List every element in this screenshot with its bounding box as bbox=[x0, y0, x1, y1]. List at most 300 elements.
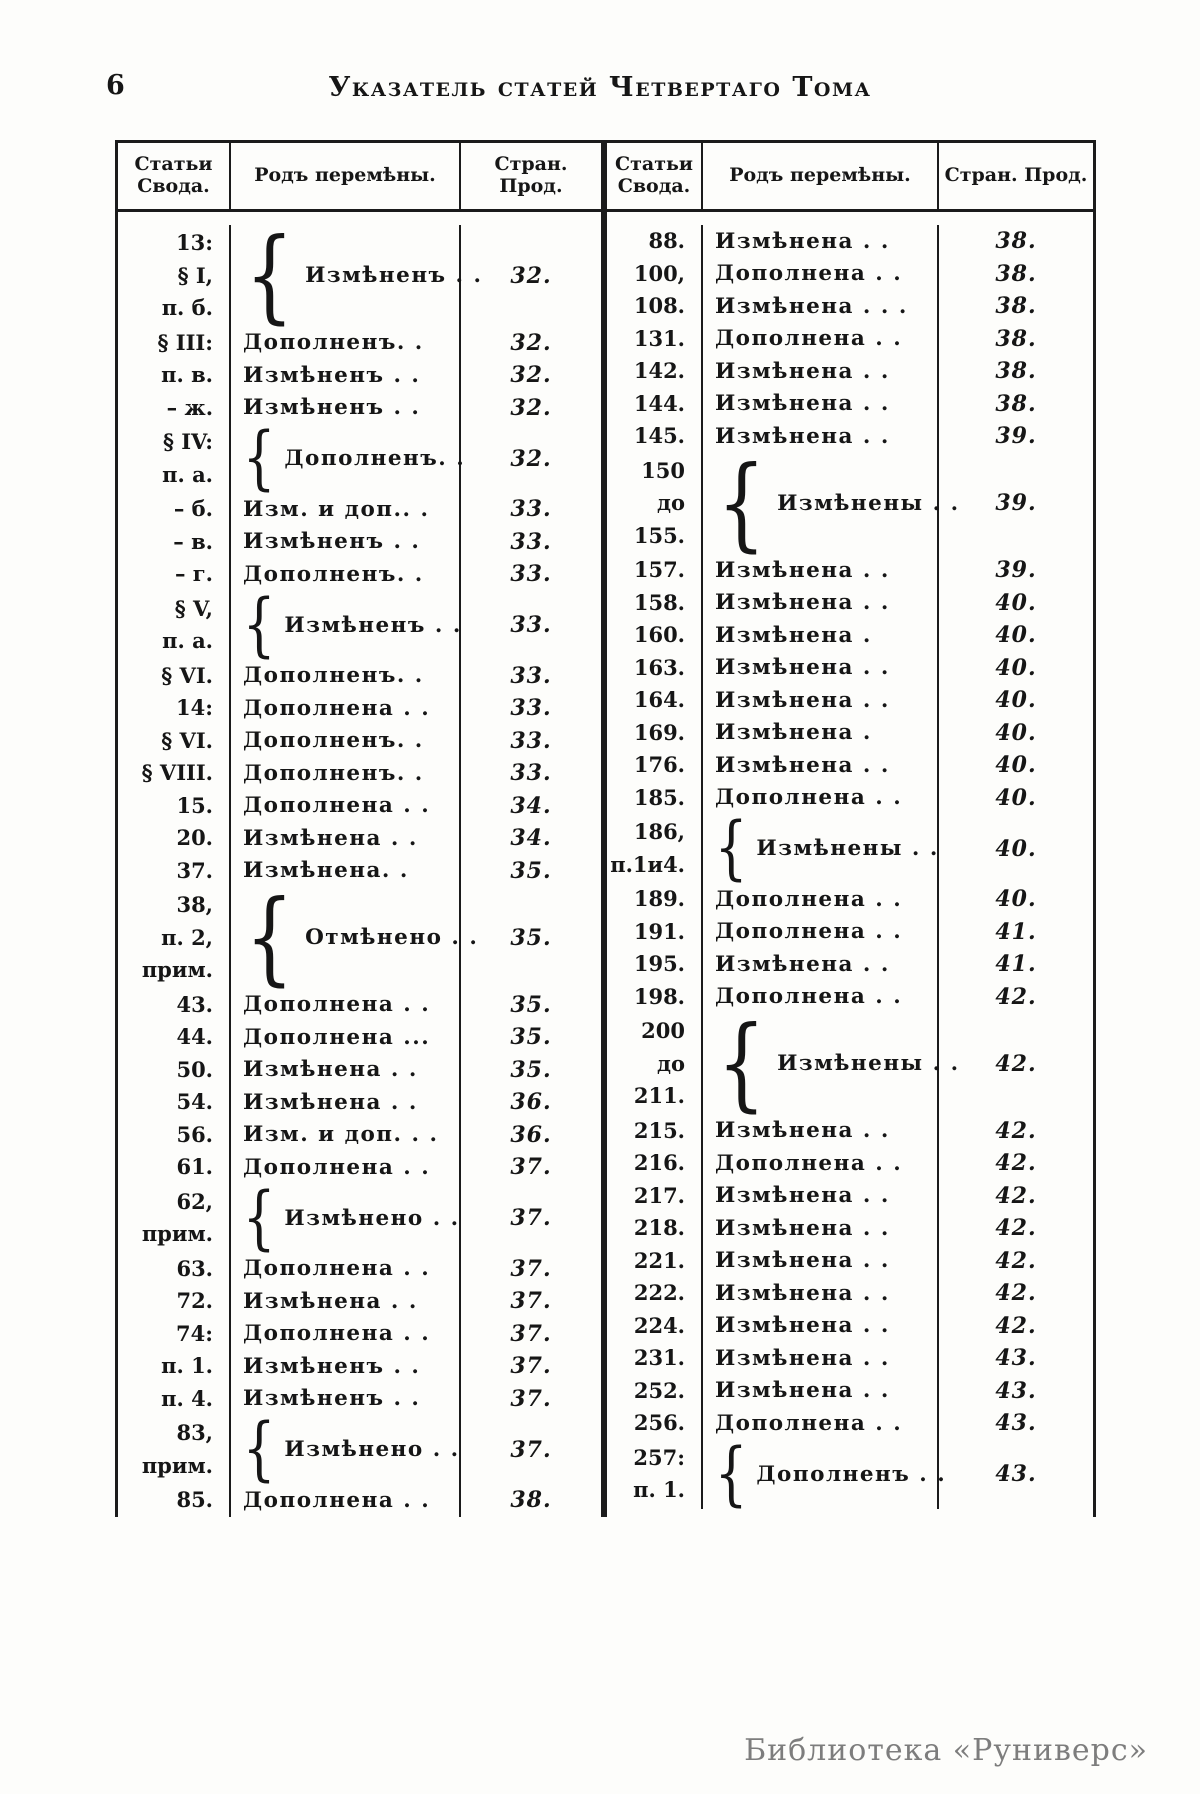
page-cell: 33. bbox=[510, 662, 552, 689]
article-line: § VI. bbox=[161, 662, 213, 688]
page-cell: 35. bbox=[510, 924, 552, 951]
change-label: Измѣнена . . bbox=[243, 1057, 418, 1083]
header-pages: Стран. Прод. bbox=[944, 164, 1088, 187]
header-change: Родъ перемѣны. bbox=[703, 143, 939, 209]
change-cell bbox=[231, 725, 461, 758]
article-cell bbox=[118, 1086, 231, 1119]
article-cell bbox=[118, 359, 231, 392]
article-line: 142. bbox=[633, 358, 685, 383]
page-cell: 42. bbox=[995, 1182, 1037, 1209]
article-line: 256. bbox=[633, 1410, 685, 1435]
article-line: 50. bbox=[176, 1056, 213, 1082]
article-cell bbox=[607, 258, 703, 291]
article-cell bbox=[607, 814, 703, 883]
article-cell bbox=[118, 1054, 231, 1087]
change-cell bbox=[703, 225, 939, 258]
change-label: Измѣненъ . . bbox=[243, 1386, 421, 1412]
article-line: 252. bbox=[633, 1377, 685, 1403]
change-label: Дополненъ. . bbox=[243, 330, 424, 356]
table-row bbox=[118, 1350, 601, 1383]
article-line: 217. bbox=[633, 1182, 685, 1208]
article-cell bbox=[118, 989, 231, 1022]
article-line: 164. bbox=[633, 687, 685, 712]
table-row bbox=[118, 493, 601, 526]
change-cell bbox=[231, 1285, 461, 1318]
table-row bbox=[118, 1318, 601, 1351]
change-label: Измѣнена . . bbox=[243, 1288, 418, 1314]
table-row bbox=[607, 587, 1093, 620]
change-cell bbox=[231, 692, 461, 725]
article-line: п. 1. bbox=[633, 1477, 685, 1502]
change-cell bbox=[703, 948, 939, 981]
article-line: п. в. bbox=[161, 362, 213, 387]
change-label: Измѣнено . . bbox=[284, 1437, 460, 1462]
table-row bbox=[607, 420, 1093, 453]
change-label: Измѣнена . . bbox=[715, 1183, 890, 1209]
article-cell bbox=[607, 420, 703, 453]
article-cell bbox=[118, 424, 231, 493]
page-cell: 33. bbox=[510, 496, 552, 523]
table-right-half bbox=[607, 143, 1093, 1517]
article-line: 216. bbox=[633, 1150, 685, 1175]
change-label: Дополненъ. . bbox=[284, 446, 466, 471]
page-cell: 43. bbox=[995, 1410, 1037, 1437]
page-cell: 33. bbox=[510, 760, 552, 787]
table-header-row bbox=[118, 143, 601, 212]
article-line: 176. bbox=[633, 752, 685, 777]
change-cell bbox=[703, 1180, 939, 1213]
article-cell bbox=[607, 883, 703, 916]
change-cell bbox=[703, 1245, 939, 1278]
article-cell bbox=[118, 526, 231, 559]
article-cell bbox=[607, 355, 703, 388]
article-line: 145. bbox=[633, 423, 685, 448]
change-label: Дополненъ . . bbox=[756, 1461, 947, 1487]
table-row bbox=[118, 1409, 601, 1489]
change-label: Дополнена . . bbox=[715, 1410, 903, 1436]
page-cell: 42. bbox=[995, 1280, 1037, 1307]
article-line: 160. bbox=[633, 622, 685, 647]
article-line: § V, bbox=[174, 595, 213, 621]
change-cell bbox=[703, 290, 939, 323]
table-row bbox=[607, 684, 1093, 717]
change-cell bbox=[231, 584, 462, 665]
article-line: прим. bbox=[141, 1221, 213, 1246]
article-line: § I, bbox=[177, 262, 213, 288]
article-cell bbox=[607, 1180, 703, 1213]
page-cell: 38. bbox=[995, 228, 1037, 255]
change-label: Дополнена . . bbox=[715, 785, 903, 811]
article-line: п. 2, bbox=[161, 924, 213, 950]
library-watermark: Библиотека «Руниверс» bbox=[744, 1733, 1148, 1768]
table-row bbox=[118, 327, 601, 360]
table-row bbox=[607, 1004, 1093, 1122]
article-line: 72. bbox=[176, 1288, 213, 1313]
article-line: 83, bbox=[176, 1420, 213, 1445]
article-line: 20. bbox=[176, 825, 213, 850]
table-row bbox=[118, 1119, 601, 1152]
change-label: Дополнена . . bbox=[243, 992, 431, 1018]
table-row bbox=[607, 749, 1093, 782]
table-row bbox=[607, 323, 1093, 356]
article-cell bbox=[607, 1245, 703, 1278]
article-cell bbox=[607, 1212, 703, 1245]
change-cell bbox=[231, 757, 461, 790]
table-row bbox=[607, 1342, 1093, 1375]
article-cell bbox=[118, 855, 231, 888]
page-cell: 40. bbox=[995, 835, 1037, 862]
change-cell bbox=[703, 258, 939, 291]
table-right-body bbox=[607, 212, 1093, 1514]
table-row bbox=[118, 1086, 601, 1119]
brace-glyph: { bbox=[242, 584, 277, 665]
table-row bbox=[118, 878, 601, 996]
article-cell bbox=[118, 1184, 231, 1253]
article-line: 15. bbox=[176, 792, 213, 818]
page-cell: 37. bbox=[510, 1154, 552, 1181]
table-row bbox=[118, 989, 601, 1022]
page-cell: 33. bbox=[510, 695, 552, 722]
article-line: 222. bbox=[633, 1280, 685, 1305]
table-row bbox=[607, 981, 1093, 1014]
article-line: п. 1. bbox=[161, 1353, 213, 1378]
page-cell: 37. bbox=[510, 1385, 552, 1412]
change-label: Дополнена . . bbox=[715, 886, 903, 912]
change-cell bbox=[703, 443, 960, 562]
article-cell bbox=[118, 1350, 231, 1383]
change-label: Измѣнена . . bbox=[715, 423, 890, 449]
page-cell: 38. bbox=[995, 260, 1037, 287]
change-cell bbox=[703, 808, 939, 888]
table-left-half bbox=[118, 143, 601, 1517]
article-line: 74: bbox=[176, 1320, 213, 1346]
article-line: 158. bbox=[633, 589, 685, 615]
article-cell bbox=[118, 692, 231, 725]
article-line: 218. bbox=[633, 1215, 685, 1240]
table-row bbox=[118, 1383, 601, 1416]
page-cell: 32. bbox=[510, 329, 552, 356]
change-cell bbox=[703, 323, 939, 356]
page-cell: 37. bbox=[510, 1255, 552, 1282]
table-row bbox=[607, 782, 1093, 815]
article-line: 44. bbox=[176, 1024, 213, 1049]
change-cell bbox=[703, 717, 939, 750]
change-label: Дополненъ. . bbox=[243, 663, 424, 689]
change-label: Дополнена . . bbox=[243, 1154, 431, 1180]
page-cell: 35. bbox=[510, 857, 552, 884]
page-cell: 37. bbox=[510, 1436, 552, 1463]
change-label: Дополнена . . bbox=[243, 793, 431, 819]
change-label: Измѣнена . . bbox=[715, 391, 890, 417]
change-cell bbox=[703, 1375, 939, 1408]
article-cell bbox=[607, 323, 703, 356]
article-line: 38, bbox=[176, 892, 213, 917]
table-row bbox=[118, 1151, 601, 1184]
table-row bbox=[118, 1177, 601, 1258]
page-cell: 42. bbox=[995, 1150, 1037, 1177]
table-row bbox=[118, 660, 601, 693]
article-line: 200 bbox=[641, 1018, 685, 1043]
change-label: Измѣненъ . . bbox=[243, 529, 421, 555]
page-cell: 40. bbox=[995, 784, 1037, 811]
table-row bbox=[118, 1054, 601, 1087]
table-row bbox=[118, 692, 601, 725]
change-label: Измѣнена . . bbox=[715, 1280, 890, 1306]
table-row bbox=[607, 355, 1093, 388]
table-row bbox=[118, 1253, 601, 1286]
article-line: 224. bbox=[633, 1312, 685, 1338]
table-row bbox=[607, 808, 1093, 888]
change-cell bbox=[703, 1212, 939, 1245]
change-label: Дополненъ. . bbox=[243, 760, 424, 786]
change-label: Измѣнена . . bbox=[715, 557, 890, 583]
article-cell bbox=[118, 327, 231, 360]
table-row bbox=[607, 1115, 1093, 1148]
article-line: п. а. bbox=[162, 628, 213, 653]
page-cell: 34. bbox=[510, 792, 552, 819]
article-line: 191. bbox=[633, 918, 685, 944]
article-line: 186, bbox=[633, 819, 685, 844]
header-pages: Стран. Прод. bbox=[494, 153, 568, 197]
page-cell: 37. bbox=[510, 1288, 552, 1315]
page-cell: 38. bbox=[995, 325, 1037, 352]
page-cell: 40. bbox=[995, 654, 1037, 681]
table-row bbox=[607, 1245, 1093, 1278]
change-label: Измѣнена . bbox=[715, 622, 872, 648]
change-cell bbox=[231, 1177, 461, 1258]
change-label: Измѣнено . . bbox=[284, 1205, 460, 1231]
article-line: 150 bbox=[641, 457, 685, 483]
change-cell bbox=[231, 418, 466, 498]
article-line: § IV: bbox=[162, 429, 213, 454]
article-line: 14: bbox=[176, 695, 213, 720]
article-line: 155. bbox=[633, 522, 685, 548]
change-label: Измѣнена. . bbox=[243, 858, 409, 884]
change-label: Измѣнена . . bbox=[715, 752, 890, 778]
change-label: Измѣненъ . . bbox=[243, 395, 421, 421]
page-cell: 39. bbox=[995, 423, 1037, 450]
table-row bbox=[118, 558, 601, 591]
article-line: – в. bbox=[173, 528, 213, 554]
table-row bbox=[118, 216, 601, 334]
table-row bbox=[118, 359, 601, 392]
article-cell bbox=[607, 554, 703, 587]
table-row bbox=[607, 717, 1093, 750]
change-label: Измѣнена . . bbox=[715, 655, 890, 681]
change-cell bbox=[703, 684, 939, 717]
change-label: Измѣнена . . bbox=[715, 1313, 890, 1339]
article-line: 13: bbox=[176, 230, 213, 255]
table-row bbox=[118, 1484, 601, 1517]
change-cell bbox=[703, 1147, 939, 1180]
page-cell: 39. bbox=[995, 490, 1037, 517]
page-cell: 37. bbox=[510, 1320, 552, 1347]
change-label: Дополнена . . bbox=[715, 919, 903, 945]
header-articles: Статьи Свода. bbox=[607, 143, 703, 209]
table-row bbox=[118, 725, 601, 758]
change-cell bbox=[703, 1342, 939, 1375]
change-cell bbox=[231, 1318, 461, 1351]
table-row bbox=[607, 225, 1093, 258]
change-label: Измѣнена . . bbox=[715, 1345, 890, 1371]
brace-glyph: { bbox=[245, 216, 295, 334]
article-cell bbox=[118, 1285, 231, 1318]
change-label: Измѣненъ . . bbox=[243, 362, 421, 388]
article-cell bbox=[607, 290, 703, 323]
change-label: Измѣнена . . bbox=[715, 590, 890, 616]
article-cell bbox=[607, 916, 703, 949]
article-line: 108. bbox=[633, 293, 685, 318]
change-label: Измѣнена . . bbox=[715, 358, 890, 384]
brace-glyph: { bbox=[245, 878, 295, 996]
change-label: Отмѣнено . . bbox=[305, 925, 479, 951]
article-line: п. 4. bbox=[161, 1385, 213, 1411]
page-cell: 40. bbox=[995, 886, 1037, 913]
article-cell bbox=[118, 1318, 231, 1351]
change-cell bbox=[231, 359, 461, 392]
change-label: Изм. и доп. . . bbox=[243, 1122, 439, 1148]
article-line: до bbox=[656, 490, 685, 515]
change-cell bbox=[703, 749, 939, 782]
article-line: 257: bbox=[633, 1444, 685, 1470]
table-row bbox=[607, 1277, 1093, 1310]
table-row bbox=[607, 443, 1093, 562]
article-line: п. а. bbox=[162, 461, 213, 487]
article-line: – б. bbox=[173, 496, 213, 521]
page-cell: 32. bbox=[510, 394, 552, 421]
change-label: Измѣнена . . bbox=[715, 951, 890, 977]
article-cell bbox=[607, 1440, 703, 1509]
table-row bbox=[118, 1285, 601, 1318]
change-cell bbox=[231, 526, 461, 559]
change-cell bbox=[703, 1004, 960, 1122]
article-line: 185. bbox=[633, 784, 685, 810]
table-row bbox=[607, 1180, 1093, 1213]
article-cell bbox=[118, 1484, 231, 1517]
article-line: 54. bbox=[176, 1089, 213, 1114]
article-line: 131. bbox=[633, 325, 685, 351]
page-cell: 42. bbox=[995, 1312, 1037, 1339]
article-line: 231. bbox=[633, 1345, 685, 1370]
brace-glyph: { bbox=[242, 1177, 277, 1258]
change-label: Дополнена . . bbox=[243, 1256, 431, 1282]
page-cell: 40. bbox=[995, 752, 1037, 779]
table-row bbox=[118, 790, 601, 823]
page-cell: 42. bbox=[995, 1117, 1037, 1144]
page-cell: 37. bbox=[510, 1205, 552, 1231]
article-cell bbox=[607, 749, 703, 782]
page-cell: 41. bbox=[995, 951, 1037, 978]
page-cell: 38. bbox=[995, 293, 1037, 320]
article-cell bbox=[607, 225, 703, 258]
page-cell: 33. bbox=[510, 528, 552, 555]
page-title: Указатель статей Четвертаго Тома bbox=[328, 72, 872, 103]
article-line: 163. bbox=[633, 654, 685, 680]
article-line: 195. bbox=[633, 951, 685, 976]
page-cell: 40. bbox=[995, 589, 1037, 616]
page-cell: 35. bbox=[510, 1024, 552, 1051]
article-cell bbox=[607, 587, 703, 620]
article-cell bbox=[607, 388, 703, 421]
header-articles: Статьи Свода. bbox=[118, 143, 231, 209]
page-cell: 38. bbox=[995, 358, 1037, 385]
article-line: 88. bbox=[648, 228, 685, 253]
article-cell bbox=[607, 1407, 703, 1440]
article-line: 56. bbox=[176, 1121, 213, 1147]
page-cell: 33. bbox=[510, 561, 552, 588]
article-cell bbox=[118, 725, 231, 758]
change-cell bbox=[703, 388, 939, 421]
change-cell bbox=[231, 822, 461, 855]
article-cell bbox=[118, 493, 231, 526]
table-row bbox=[118, 418, 601, 498]
article-cell bbox=[607, 1342, 703, 1375]
article-line: § VIII. bbox=[141, 760, 213, 785]
article-line: § VI. bbox=[161, 727, 213, 753]
article-line: 198. bbox=[633, 983, 685, 1009]
table-row bbox=[118, 526, 601, 559]
article-cell bbox=[118, 591, 231, 660]
article-cell bbox=[607, 782, 703, 815]
article-cell bbox=[118, 1415, 231, 1484]
page-cell: 33. bbox=[510, 612, 552, 638]
table-row bbox=[607, 1147, 1093, 1180]
article-cell bbox=[118, 1021, 231, 1054]
change-label: Измѣнена . . bbox=[715, 228, 890, 254]
change-label: Измѣнены . . bbox=[777, 490, 960, 516]
article-line: 63. bbox=[176, 1255, 213, 1281]
article-cell bbox=[118, 1383, 231, 1416]
table-row bbox=[118, 757, 601, 790]
table-row bbox=[607, 1375, 1093, 1408]
change-label: Измѣнена . . . bbox=[715, 293, 908, 319]
article-cell bbox=[118, 887, 231, 989]
brace-glyph: { bbox=[714, 808, 749, 888]
table-left-body bbox=[118, 212, 601, 1517]
change-cell bbox=[703, 619, 939, 652]
page-cell: 40. bbox=[995, 622, 1037, 649]
table-row bbox=[607, 388, 1093, 421]
change-label: Измѣненъ . . bbox=[243, 1353, 421, 1379]
table-row bbox=[118, 1021, 601, 1054]
change-cell bbox=[703, 916, 939, 949]
change-cell bbox=[231, 790, 461, 823]
page-cell: 42. bbox=[995, 1050, 1037, 1077]
article-cell bbox=[118, 660, 231, 693]
change-label: Измѣнена . bbox=[715, 720, 872, 746]
article-line: 85. bbox=[176, 1487, 213, 1512]
article-cell bbox=[118, 1151, 231, 1184]
change-label: Измѣнена . . bbox=[715, 1118, 890, 1144]
article-line: прим. bbox=[141, 957, 213, 982]
change-cell bbox=[231, 216, 483, 334]
article-line: – ж. bbox=[166, 394, 213, 420]
page-cell: 40. bbox=[995, 687, 1037, 714]
article-cell bbox=[118, 757, 231, 790]
article-line: 221. bbox=[633, 1247, 685, 1273]
page-cell: 42. bbox=[995, 1215, 1037, 1242]
change-cell bbox=[703, 1277, 939, 1310]
change-label: Измѣнены . . bbox=[756, 836, 939, 861]
article-line: 62, bbox=[176, 1188, 213, 1214]
article-line: п.1и4. bbox=[610, 851, 685, 877]
page-cell: 43. bbox=[995, 1461, 1037, 1487]
change-cell bbox=[231, 1119, 461, 1152]
page-number: 6 bbox=[106, 70, 125, 101]
change-cell bbox=[231, 1086, 461, 1119]
change-label: Дополнена . . bbox=[715, 984, 903, 1010]
table-row bbox=[607, 554, 1093, 587]
